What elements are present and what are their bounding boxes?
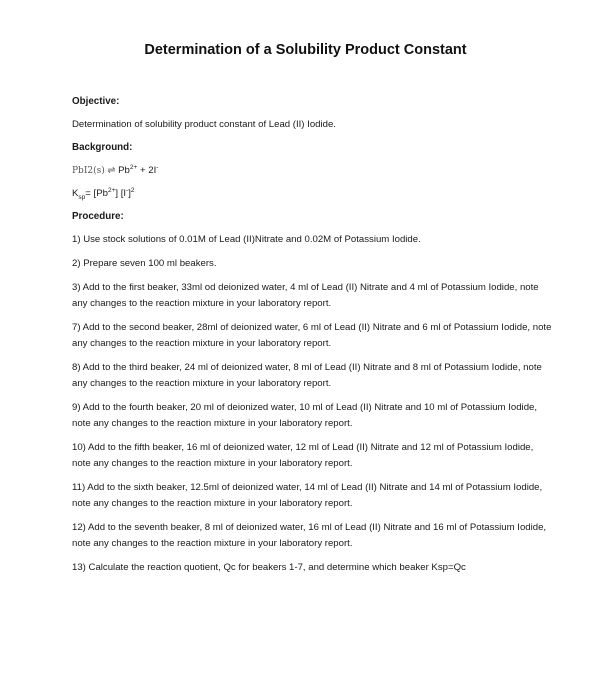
ksp-expression — [72, 186, 552, 202]
anion-charge: - — [156, 163, 159, 171]
objective-text: Determination of solubility product constant of Lead (II) Iodide. — [72, 119, 336, 130]
ksp-expr-end: ] — [128, 188, 131, 199]
reactant-formula: PbI2(s) — [72, 166, 105, 176]
procedure-step-11: 11) Add to the sixth beaker, 12.5ml of deionized water, 14 ml of Lead (II) Nitrate and 14 ml of Potassium Iodide, note any changes to the reaction mixture in your laboratory report. — [72, 482, 543, 509]
ksp-power: 2 — [130, 186, 135, 194]
procedure-step-13: 13) Calculate the reaction quotient, Qc for beakers 1-7, and determine which beaker Ksp=Qc — [72, 562, 466, 573]
ksp-subscript: sp — [78, 193, 86, 201]
cation-charge: 2+ — [129, 163, 138, 171]
ksp-k: K — [72, 188, 79, 199]
procedure-step-7: 7) Add to the second beaker, 28ml of deionized water, 6 ml of Lead (II) Nitrate and 6 ml of Potassium Iodide, note any changes to the reaction mixture in your laboratory report. — [72, 322, 552, 349]
background-heading: Background: — [72, 142, 133, 153]
procedure-step-8: 8) Add to the third beaker, 24 ml of deionized water, 8 ml of Lead (II) Nitrate and 8 ml of Potassium Iodide, note any changes to the reaction mixture in your laboratory report. — [72, 362, 542, 389]
procedure-step-1: 1) Use stock solutions of 0.01M of Lead (II)Nitrate and 0.02M of Potassium Iodide. — [72, 234, 421, 245]
procedure-steps — [72, 232, 552, 576]
ksp-expr-mid: ] [I — [115, 188, 127, 199]
equilibrium-arrow: ⇌ — [107, 165, 116, 176]
procedure-heading: Procedure: — [72, 211, 124, 222]
reaction-equation — [72, 163, 552, 179]
procedure-step-2: 2) Prepare seven 100 ml beakers. — [72, 258, 217, 269]
document-body — [72, 94, 552, 584]
procedure-step-3: 3) Add to the first beaker, 33ml od deionized water, 4 ml of Lead (II) Nitrate and 4 ml of Potassium Iodide, note any changes to the reaction mixture in your laboratory report. — [72, 282, 539, 309]
anion-term: + 2I — [139, 165, 157, 176]
ksp-cation-charge: 2+ — [107, 186, 116, 194]
procedure-step-9: 9) Add to the fourth beaker, 20 ml of deionized water, 10 ml of Lead (II) Nitrate and 10 ml of Potassium Iodide, note any changes to the reaction mixture in your laboratory report. — [72, 402, 538, 429]
document-title: Determination of a Solubility Product Constant — [144, 42, 467, 58]
cation-symbol: Pb — [118, 165, 130, 176]
objective-heading: Objective: — [72, 96, 120, 107]
ksp-expr-start: = [Pb — [85, 188, 108, 199]
procedure-step-12: 12) Add to the seventh beaker, 8 ml of deionized water, 16 ml of Lead (II) Nitrate and 16 ml of Potassium Iodide, note any changes to the reaction mixture in your laboratory report. — [72, 522, 547, 549]
ksp-anion-charge: - — [126, 186, 129, 194]
procedure-step-10: 10) Add to the fifth beaker, 16 ml of deionized water, 12 ml of Lead (II) Nitrate and 12 ml of Potassium Iodide, note any changes to the reaction mixture in your laboratory report. — [72, 442, 534, 469]
